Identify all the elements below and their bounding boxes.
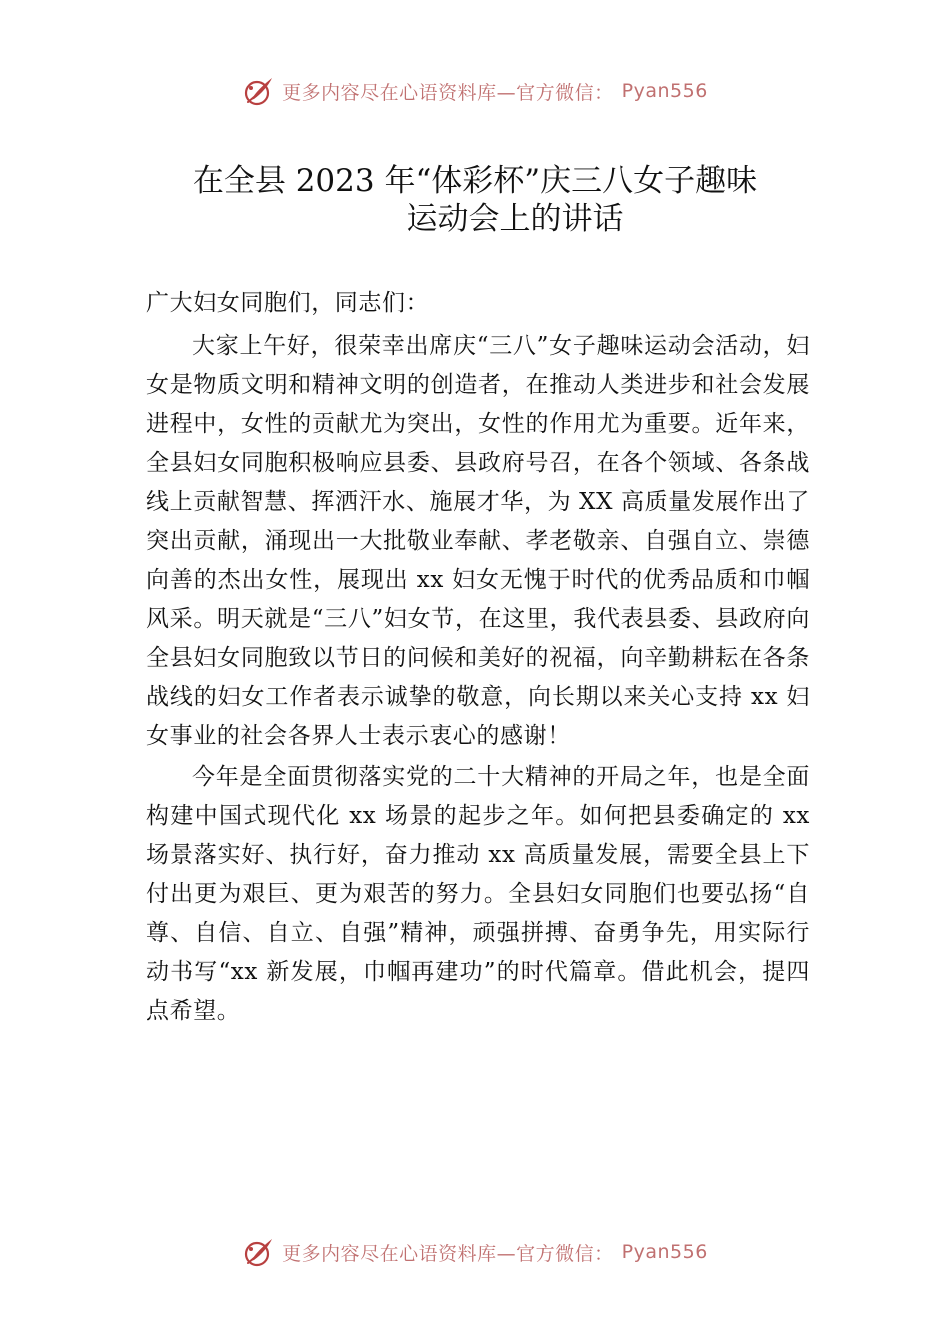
watermark-wechat-id: Pyan556 xyxy=(621,1241,708,1263)
header-watermark xyxy=(0,74,950,108)
title-line-1: 在全县 2023 年“体彩杯”庆三八女子趣味 xyxy=(192,163,758,199)
watermark-text: 更多内容尽在心语资料库—官方微信： xyxy=(282,81,614,104)
footer-watermark xyxy=(0,1235,950,1269)
paragraph-1: 大家上午好，很荣幸出席庆“三八”女子趣味运动会活动，妇女是物质文明和精神文明的创造者，在推动人类进步和社会发展进程中，女性的贡献尤为突出，女性的作用尤为重要。近年来，全县妇女同胞积极响应县委、县政府号召，在各个领域、各条战线上贡献智慧、挥洒汗水、施展才华，为 XX 高质量发展作出了突出贡献，涌现出一大批敬业奉献、孝老敬亲、自强自立、崇德向善的杰出女性，展现出 xx 妇女无愧于时代的优秀品质和巾帼风采。明天就是“三八”妇女节，在这里，我代表县委、县政府向全县妇女同胞致以节日的问候和美好的祝福，向辛勤耕耘在各条战线的妇女工作者表示诚挚的敬意，向长期以来关心支持 xx 妇女事业的社会各界人士表示衷心的感谢！ xyxy=(146,333,810,749)
document-title xyxy=(0,162,950,238)
title-line-2: 运动会上的讲话 xyxy=(406,201,624,237)
watermark-text: 更多内容尽在心语资料库—官方微信： xyxy=(282,1242,614,1265)
document-body xyxy=(146,284,810,1031)
salutation: 广大妇女同胞们，同志们： xyxy=(146,290,430,316)
quill-logo-icon xyxy=(242,1235,276,1269)
paragraph-2: 今年是全面贯彻落实党的二十大精神的开局之年，也是全面构建中国式现代化 xx 场景的起步之年。如何把县委确定的 xx 场景落实好、执行好，奋力推动 xx 高质量发展，需要全县上下付出更为艰巨、更为艰苦的努力。全县妇女同胞们也要弘扬“自尊、自信、自立、自强”精神，顽强拼搏、奋勇争先，用实际行动书写“xx 新发展，巾帼再建功”的时代篇章。借此机会，提四点希望。 xyxy=(146,764,810,1024)
quill-logo-icon xyxy=(242,74,276,108)
watermark-wechat-id: Pyan556 xyxy=(621,80,708,102)
